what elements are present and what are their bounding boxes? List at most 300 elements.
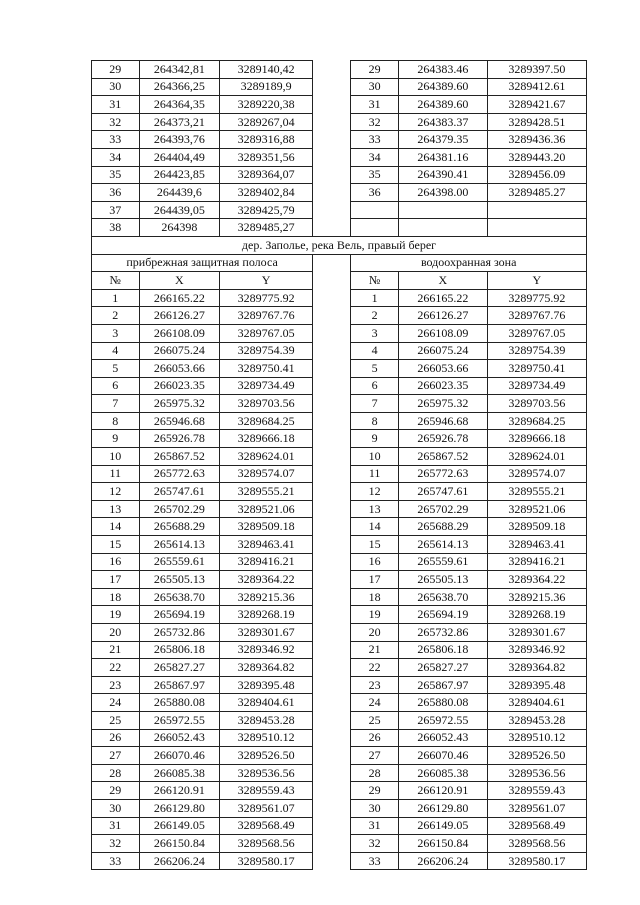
right-cell-y: 3289767.05 bbox=[487, 324, 586, 342]
gap-cell bbox=[313, 799, 351, 817]
table-row bbox=[92, 711, 587, 729]
left-header-number: № bbox=[92, 272, 140, 290]
gap-cell bbox=[313, 676, 351, 694]
left-cell-y: 3289767.05 bbox=[220, 324, 313, 342]
left-cell-y: 3289395.48 bbox=[220, 676, 313, 694]
right-cell-y: 3289416.21 bbox=[487, 553, 586, 571]
right-cell-x: 266085.38 bbox=[398, 764, 487, 782]
right-cell-number: 31 bbox=[351, 817, 399, 835]
right-cell-x: 266206.24 bbox=[398, 852, 487, 870]
left-cell-number: 25 bbox=[92, 711, 140, 729]
right-cell-number: 26 bbox=[351, 729, 399, 747]
table-row bbox=[92, 377, 587, 395]
table-row bbox=[92, 729, 587, 747]
gap-cell bbox=[313, 571, 351, 589]
right-cell-number: 3 bbox=[351, 324, 399, 342]
right-cell-x: 266150.84 bbox=[398, 835, 487, 853]
right-cell-number: 1 bbox=[351, 289, 399, 307]
gap-cell bbox=[313, 360, 351, 378]
gap-cell bbox=[313, 624, 351, 642]
right-cell-y: 3289510.12 bbox=[487, 729, 586, 747]
gap-cell bbox=[313, 835, 351, 853]
right-cell-x: 265747.61 bbox=[398, 483, 487, 501]
coordinates-table bbox=[91, 60, 587, 870]
right-cell-number: 12 bbox=[351, 483, 399, 501]
left-cell-number: 20 bbox=[92, 624, 140, 642]
right-cell-x: 265702.29 bbox=[398, 500, 487, 518]
right-cell-y: 3289775.92 bbox=[487, 289, 586, 307]
gap-cell bbox=[313, 747, 351, 765]
right-cell-y: 3289346.92 bbox=[487, 641, 586, 659]
right-cell-x: 266108.09 bbox=[398, 324, 487, 342]
left-cell-x: 265867.52 bbox=[139, 448, 220, 466]
right-cell-number: 4 bbox=[351, 342, 399, 360]
right-cell-y: 3289301.67 bbox=[487, 624, 586, 642]
left-cell-y: 3289536.56 bbox=[220, 764, 313, 782]
left-cell-x: 264423,85 bbox=[139, 166, 220, 184]
left-cell-y: 3289404.61 bbox=[220, 694, 313, 712]
table-row bbox=[92, 835, 587, 853]
left-cell-y: 3289364,07 bbox=[220, 166, 313, 184]
table-row bbox=[92, 360, 587, 378]
table-row bbox=[92, 96, 587, 114]
left-cell-x: 265867.97 bbox=[139, 676, 220, 694]
table-row bbox=[92, 852, 587, 870]
right-cell-x: 265926.78 bbox=[398, 430, 487, 448]
gap-cell bbox=[313, 641, 351, 659]
left-cell-number: 38 bbox=[92, 219, 140, 237]
left-cell-x: 266126.27 bbox=[139, 307, 220, 325]
right-cell-number: 16 bbox=[351, 553, 399, 571]
left-cell-y: 3289463.41 bbox=[220, 536, 313, 554]
right-cell-x: 266120.91 bbox=[398, 782, 487, 800]
right-cell-y bbox=[487, 219, 586, 237]
left-cell-x: 266070.46 bbox=[139, 747, 220, 765]
right-cell-number: 32 bbox=[351, 113, 399, 131]
right-cell-number: 17 bbox=[351, 571, 399, 589]
right-cell-number: 11 bbox=[351, 465, 399, 483]
left-cell-number: 9 bbox=[92, 430, 140, 448]
right-cell-number: 10 bbox=[351, 448, 399, 466]
table-row bbox=[92, 624, 587, 642]
right-cell-x: 266023.35 bbox=[398, 377, 487, 395]
table-row bbox=[92, 219, 587, 237]
left-cell-number: 31 bbox=[92, 96, 140, 114]
right-cell-y: 3289453.28 bbox=[487, 711, 586, 729]
gap-cell bbox=[313, 729, 351, 747]
table-row bbox=[92, 342, 587, 360]
table-row bbox=[92, 764, 587, 782]
right-cell-y: 3289509.18 bbox=[487, 518, 586, 536]
left-cell-x: 266129.80 bbox=[139, 799, 220, 817]
left-cell-x: 264439,05 bbox=[139, 201, 220, 219]
left-cell-x: 265614.13 bbox=[139, 536, 220, 554]
right-cell-y: 3289684.25 bbox=[487, 412, 586, 430]
gap-cell bbox=[313, 272, 351, 290]
left-cell-number: 23 bbox=[92, 676, 140, 694]
table-row bbox=[92, 553, 587, 571]
right-cell-x: 266053.66 bbox=[398, 360, 487, 378]
left-cell-x: 266165.22 bbox=[139, 289, 220, 307]
gap-cell bbox=[313, 219, 351, 237]
right-cell-x bbox=[398, 219, 487, 237]
left-cell-y: 3289734.49 bbox=[220, 377, 313, 395]
left-cell-y: 3289574.07 bbox=[220, 465, 313, 483]
right-cell-x: 265975.32 bbox=[398, 395, 487, 413]
left-cell-x: 265559.61 bbox=[139, 553, 220, 571]
left-cell-x: 265638.70 bbox=[139, 588, 220, 606]
gap-cell bbox=[313, 61, 351, 79]
left-cell-x: 265772.63 bbox=[139, 465, 220, 483]
right-cell-x: 264383.46 bbox=[398, 61, 487, 79]
gap-cell bbox=[313, 113, 351, 131]
right-cell-number: 31 bbox=[351, 96, 399, 114]
right-cell-y: 3289624.01 bbox=[487, 448, 586, 466]
left-cell-y: 3289666.18 bbox=[220, 430, 313, 448]
right-cell-y: 3289559.43 bbox=[487, 782, 586, 800]
right-cell-y: 3289754.39 bbox=[487, 342, 586, 360]
gap-cell bbox=[313, 254, 351, 272]
table-row bbox=[92, 500, 587, 518]
left-cell-number: 30 bbox=[92, 78, 140, 96]
right-cell-y: 3289526.50 bbox=[487, 747, 586, 765]
left-cell-y: 3289526.50 bbox=[220, 747, 313, 765]
left-cell-y: 3289316,88 bbox=[220, 131, 313, 149]
left-cell-y: 3289267,04 bbox=[220, 113, 313, 131]
left-cell-x: 264373,21 bbox=[139, 113, 220, 131]
table-row bbox=[92, 465, 587, 483]
right-cell-number: 34 bbox=[351, 148, 399, 166]
gap-cell bbox=[313, 131, 351, 149]
right-cell-number: 14 bbox=[351, 518, 399, 536]
right-cell-number: 18 bbox=[351, 588, 399, 606]
table-row bbox=[92, 166, 587, 184]
right-cell-number bbox=[351, 201, 399, 219]
left-cell-number: 3 bbox=[92, 324, 140, 342]
table-row bbox=[92, 817, 587, 835]
gap-cell bbox=[313, 78, 351, 96]
right-cell-number: 35 bbox=[351, 166, 399, 184]
table-row bbox=[92, 113, 587, 131]
right-cell-y: 3289412.61 bbox=[487, 78, 586, 96]
gap-cell bbox=[313, 289, 351, 307]
right-cell-y: 3289568.49 bbox=[487, 817, 586, 835]
right-cell-y: 3289521.06 bbox=[487, 500, 586, 518]
right-cell-x: 264389.60 bbox=[398, 78, 487, 96]
left-cell-x: 266206.24 bbox=[139, 852, 220, 870]
left-cell-number: 24 bbox=[92, 694, 140, 712]
left-cell-y: 3289521.06 bbox=[220, 500, 313, 518]
left-cell-number: 19 bbox=[92, 606, 140, 624]
left-cell-x: 265702.29 bbox=[139, 500, 220, 518]
left-cell-number: 26 bbox=[92, 729, 140, 747]
right-cell-y: 3289364.82 bbox=[487, 659, 586, 677]
right-cell-x: 265694.19 bbox=[398, 606, 487, 624]
left-cell-number: 37 bbox=[92, 201, 140, 219]
right-cell-number: 30 bbox=[351, 78, 399, 96]
left-cell-x: 265747.61 bbox=[139, 483, 220, 501]
left-cell-y: 3289624.01 bbox=[220, 448, 313, 466]
right-cell-x: 264383.37 bbox=[398, 113, 487, 131]
gap-cell bbox=[313, 536, 351, 554]
table-row bbox=[92, 78, 587, 96]
table-row bbox=[92, 659, 587, 677]
right-cell-y: 3289750.41 bbox=[487, 360, 586, 378]
left-cell-y: 3289189,9 bbox=[220, 78, 313, 96]
left-header-x: X bbox=[139, 272, 220, 290]
left-cell-number: 35 bbox=[92, 166, 140, 184]
left-cell-y: 3289509.18 bbox=[220, 518, 313, 536]
left-cell-y: 3289684.25 bbox=[220, 412, 313, 430]
gap-cell bbox=[313, 465, 351, 483]
right-cell-x: 265772.63 bbox=[398, 465, 487, 483]
left-cell-number: 29 bbox=[92, 782, 140, 800]
gap-cell bbox=[313, 500, 351, 518]
right-cell-y: 3289536.56 bbox=[487, 764, 586, 782]
left-cell-number: 36 bbox=[92, 184, 140, 202]
gap-cell bbox=[313, 852, 351, 870]
right-cell-y: 3289568.56 bbox=[487, 835, 586, 853]
left-cell-x: 264398 bbox=[139, 219, 220, 237]
left-cell-x: 266150.84 bbox=[139, 835, 220, 853]
left-cell-x: 264342,81 bbox=[139, 61, 220, 79]
left-cell-x: 266108.09 bbox=[139, 324, 220, 342]
table-row bbox=[92, 536, 587, 554]
right-cell-x: 266126.27 bbox=[398, 307, 487, 325]
right-cell-x: 264379.35 bbox=[398, 131, 487, 149]
left-zone-title: прибрежная защитная полоса bbox=[92, 254, 313, 272]
table-row bbox=[92, 571, 587, 589]
left-cell-number: 4 bbox=[92, 342, 140, 360]
left-cell-x: 265975.32 bbox=[139, 395, 220, 413]
left-cell-y: 3289555.21 bbox=[220, 483, 313, 501]
left-cell-y: 3289703.56 bbox=[220, 395, 313, 413]
left-cell-x: 266120.91 bbox=[139, 782, 220, 800]
left-cell-number: 33 bbox=[92, 131, 140, 149]
table-row bbox=[92, 747, 587, 765]
right-cell-x: 266129.80 bbox=[398, 799, 487, 817]
left-cell-x: 265880.08 bbox=[139, 694, 220, 712]
right-cell-number: 29 bbox=[351, 61, 399, 79]
left-cell-y: 3289346.92 bbox=[220, 641, 313, 659]
right-cell-x: 266070.46 bbox=[398, 747, 487, 765]
section-title: дер. Заполье, река Вель, правый берег bbox=[92, 236, 587, 254]
table-row bbox=[92, 289, 587, 307]
left-cell-number: 13 bbox=[92, 500, 140, 518]
gap-cell bbox=[313, 166, 351, 184]
left-cell-y: 3289561.07 bbox=[220, 799, 313, 817]
left-cell-number: 30 bbox=[92, 799, 140, 817]
left-cell-x: 265505.13 bbox=[139, 571, 220, 589]
right-cell-y: 3289215.36 bbox=[487, 588, 586, 606]
gap-cell bbox=[313, 518, 351, 536]
right-zone-title: водоохранная зона bbox=[351, 254, 587, 272]
right-header-number: № bbox=[351, 272, 399, 290]
left-cell-x: 266149.05 bbox=[139, 817, 220, 835]
right-cell-x: 265559.61 bbox=[398, 553, 487, 571]
left-cell-x: 266053.66 bbox=[139, 360, 220, 378]
right-cell-x: 266165.22 bbox=[398, 289, 487, 307]
right-cell-y: 3289268.19 bbox=[487, 606, 586, 624]
right-cell-y: 3289421.67 bbox=[487, 96, 586, 114]
left-cell-x: 265806.18 bbox=[139, 641, 220, 659]
right-cell-y: 3289404.61 bbox=[487, 694, 586, 712]
left-cell-number: 32 bbox=[92, 113, 140, 131]
right-cell-number: 29 bbox=[351, 782, 399, 800]
left-cell-x: 265694.19 bbox=[139, 606, 220, 624]
gap-cell bbox=[313, 412, 351, 430]
right-cell-y: 3289364.22 bbox=[487, 571, 586, 589]
left-cell-number: 22 bbox=[92, 659, 140, 677]
table-row bbox=[92, 307, 587, 325]
left-cell-y: 3289775.92 bbox=[220, 289, 313, 307]
left-cell-y: 3289402,84 bbox=[220, 184, 313, 202]
gap-cell bbox=[313, 448, 351, 466]
left-cell-number: 28 bbox=[92, 764, 140, 782]
left-cell-x: 266075.24 bbox=[139, 342, 220, 360]
left-cell-y: 3289364.82 bbox=[220, 659, 313, 677]
table-row bbox=[92, 201, 587, 219]
gap-cell bbox=[313, 148, 351, 166]
gap-cell bbox=[313, 201, 351, 219]
gap-cell bbox=[313, 395, 351, 413]
left-cell-y: 3289750.41 bbox=[220, 360, 313, 378]
left-cell-y: 3289351,56 bbox=[220, 148, 313, 166]
right-cell-number: 21 bbox=[351, 641, 399, 659]
table-row bbox=[92, 61, 587, 79]
table-row bbox=[92, 676, 587, 694]
main-section bbox=[92, 289, 587, 870]
left-cell-x: 264366,25 bbox=[139, 78, 220, 96]
right-cell-y: 3289574.07 bbox=[487, 465, 586, 483]
left-cell-y: 3289568.56 bbox=[220, 835, 313, 853]
gap-cell bbox=[313, 782, 351, 800]
left-cell-number: 15 bbox=[92, 536, 140, 554]
right-cell-number: 23 bbox=[351, 676, 399, 694]
right-cell-y: 3289436.36 bbox=[487, 131, 586, 149]
left-cell-number: 10 bbox=[92, 448, 140, 466]
table-row bbox=[92, 395, 587, 413]
left-cell-x: 265972.55 bbox=[139, 711, 220, 729]
left-cell-y: 3289767.76 bbox=[220, 307, 313, 325]
right-cell-x bbox=[398, 201, 487, 219]
left-cell-x: 266085.38 bbox=[139, 764, 220, 782]
right-cell-x: 265505.13 bbox=[398, 571, 487, 589]
top-section bbox=[92, 61, 587, 237]
right-cell-x: 264390.41 bbox=[398, 166, 487, 184]
left-cell-x: 264439,6 bbox=[139, 184, 220, 202]
table-row bbox=[92, 412, 587, 430]
right-cell-number: 5 bbox=[351, 360, 399, 378]
right-cell-y: 3289397.50 bbox=[487, 61, 586, 79]
left-cell-number: 12 bbox=[92, 483, 140, 501]
left-cell-number: 34 bbox=[92, 148, 140, 166]
right-cell-number: 28 bbox=[351, 764, 399, 782]
right-cell-x: 266052.43 bbox=[398, 729, 487, 747]
section-header bbox=[92, 236, 587, 289]
table-row bbox=[92, 184, 587, 202]
left-cell-y: 3289510.12 bbox=[220, 729, 313, 747]
left-cell-y: 3289268.19 bbox=[220, 606, 313, 624]
right-cell-number: 13 bbox=[351, 500, 399, 518]
left-cell-number: 16 bbox=[92, 553, 140, 571]
right-cell-number: 33 bbox=[351, 852, 399, 870]
left-cell-number: 14 bbox=[92, 518, 140, 536]
right-cell-y: 3289463.41 bbox=[487, 536, 586, 554]
left-cell-y: 3289140,42 bbox=[220, 61, 313, 79]
left-cell-number: 21 bbox=[92, 641, 140, 659]
right-cell-number: 9 bbox=[351, 430, 399, 448]
table-row bbox=[92, 694, 587, 712]
right-cell-number: 22 bbox=[351, 659, 399, 677]
gap-cell bbox=[313, 711, 351, 729]
right-cell-number: 25 bbox=[351, 711, 399, 729]
right-cell-y: 3289485.27 bbox=[487, 184, 586, 202]
left-cell-x: 265926.78 bbox=[139, 430, 220, 448]
right-cell-x: 265972.55 bbox=[398, 711, 487, 729]
right-cell-x: 265638.70 bbox=[398, 588, 487, 606]
right-cell-y: 3289734.49 bbox=[487, 377, 586, 395]
left-cell-y: 3289364.22 bbox=[220, 571, 313, 589]
right-cell-x: 265688.29 bbox=[398, 518, 487, 536]
right-cell-x: 264389.60 bbox=[398, 96, 487, 114]
right-cell-y: 3289561.07 bbox=[487, 799, 586, 817]
left-cell-number: 8 bbox=[92, 412, 140, 430]
left-cell-x: 264393,76 bbox=[139, 131, 220, 149]
table-row bbox=[92, 641, 587, 659]
table-row bbox=[92, 483, 587, 501]
right-cell-number: 15 bbox=[351, 536, 399, 554]
left-cell-x: 265688.29 bbox=[139, 518, 220, 536]
right-cell-x: 266075.24 bbox=[398, 342, 487, 360]
right-cell-x: 265806.18 bbox=[398, 641, 487, 659]
right-cell-y: 3289395.48 bbox=[487, 676, 586, 694]
gap-cell bbox=[313, 483, 351, 501]
left-cell-number: 18 bbox=[92, 588, 140, 606]
table-row bbox=[92, 606, 587, 624]
right-cell-x: 265827.27 bbox=[398, 659, 487, 677]
table-row bbox=[92, 799, 587, 817]
right-cell-y: 3289580.17 bbox=[487, 852, 586, 870]
table-row bbox=[92, 148, 587, 166]
right-cell-number: 32 bbox=[351, 835, 399, 853]
left-cell-number: 6 bbox=[92, 377, 140, 395]
right-cell-number: 6 bbox=[351, 377, 399, 395]
left-cell-number: 33 bbox=[92, 852, 140, 870]
gap-cell bbox=[313, 659, 351, 677]
right-cell-y: 3289767.76 bbox=[487, 307, 586, 325]
right-cell-x: 265946.68 bbox=[398, 412, 487, 430]
left-cell-y: 3289580.17 bbox=[220, 852, 313, 870]
gap-cell bbox=[313, 324, 351, 342]
right-cell-x: 265880.08 bbox=[398, 694, 487, 712]
left-cell-number: 17 bbox=[92, 571, 140, 589]
gap-cell bbox=[313, 606, 351, 624]
left-cell-y: 3289453.28 bbox=[220, 711, 313, 729]
right-cell-x: 264398.00 bbox=[398, 184, 487, 202]
right-cell-y: 3289555.21 bbox=[487, 483, 586, 501]
left-cell-y: 3289568.49 bbox=[220, 817, 313, 835]
left-cell-y: 3289485,27 bbox=[220, 219, 313, 237]
left-cell-y: 3289416.21 bbox=[220, 553, 313, 571]
left-header-y: Y bbox=[220, 272, 313, 290]
right-cell-number: 30 bbox=[351, 799, 399, 817]
right-cell-x: 266149.05 bbox=[398, 817, 487, 835]
left-cell-number: 29 bbox=[92, 61, 140, 79]
left-cell-x: 265732.86 bbox=[139, 624, 220, 642]
right-cell-number: 8 bbox=[351, 412, 399, 430]
left-cell-number: 11 bbox=[92, 465, 140, 483]
